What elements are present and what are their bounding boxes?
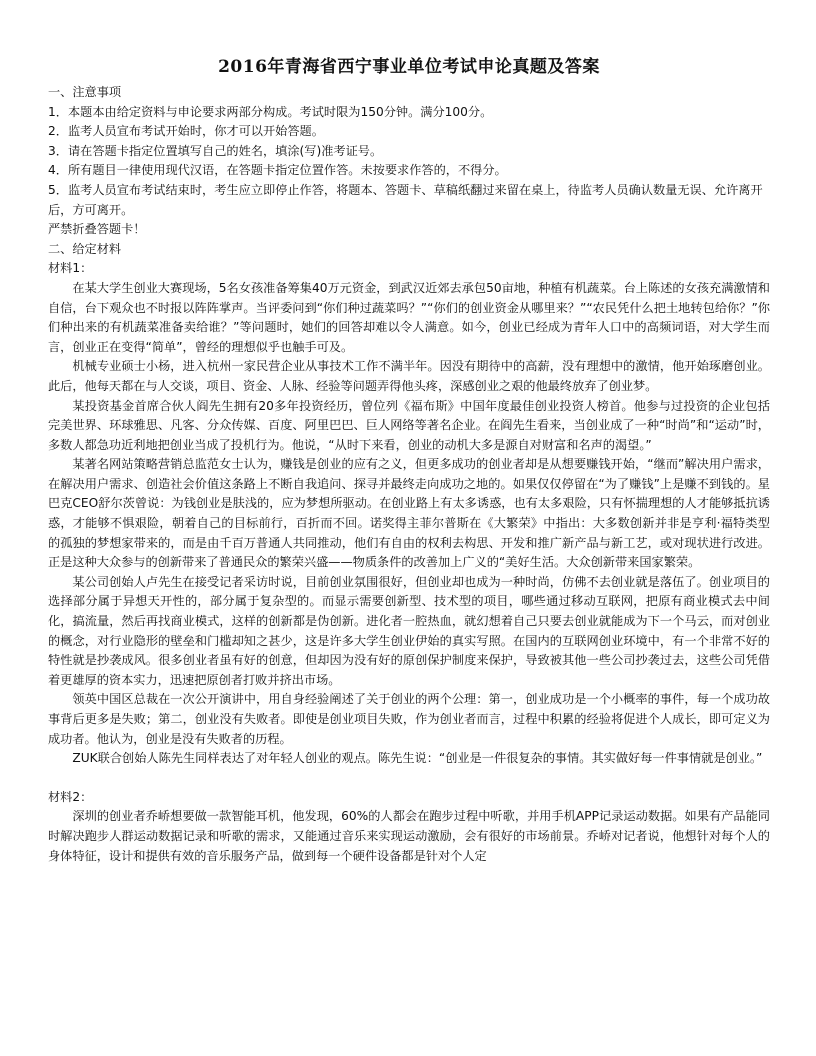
material-label: 材料2： (48, 789, 93, 804)
material-paragraph: ZUK联合创始人陈先生同样表达了对年轻人创业的观点。陈先生说：“创业是一件很复杂的事情。其实做好每一件事情就是创业。” (72, 751, 763, 766)
material-paragraph: 某公司创始人卢先生在接受记者采访时说，目前创业氛围很好，但创业却也成为一种时尚，仿佛不去创业就是落伍了。创业项目的选择部分属于异想天开性的，部分属于复杂型的。而显示需要创新型、技术型的项目，哪些通过移动互联网，把原有商业模式去中间化，搞流量，然后再找商业模式，这样的创新都是伪创新。进化者一腔热血，就幻想着自己只要去创业就能成为下一个马云，而对创业的概念，对行业隐形的壁垒和门槛却知之甚少，这是许多大学生创业伊始的真实写照。在国内的互联网创业环境中，有一个非常不好的特性就是抄袭成风。很多创业者虽有好的创意，但却因为没有好的原创保护制度来保护，导致被其他一些公司抄袭过去，这些公司凭借着更雄厚的资本实力，迅速把原创者打败并挤出市场。 (48, 574, 770, 687)
note-item: 5．监考人员宣布考试结束时，考生应立即停止作答，将题本、答题卡、草稿纸翻过来留在桌上，待监考人员确认数量无误、允许离开后，方可离开。 (48, 182, 763, 217)
spacer (48, 769, 770, 788)
section-heading-notes: 一、注意事项 (48, 85, 122, 99)
material-label: 材料1： (48, 261, 93, 276)
note-item: 1．本题本由给定资料与申论要求两部分构成。考试时限为150分钟。满分100分。 (48, 104, 493, 119)
material-paragraph: 深圳的创业者乔峤想要做一款智能耳机，他发现，60%的人都会在跑步过程中听歌，并用手机APP记录运动数据。如果有产品能同时解决跑步人群运动数据记录和听歌的需求，又能通过音乐来实现运动激励，会有很好的市场前景。乔峤对记者说，他想针对每个人的身体特征，设计和提供有效的音乐服务产品，做到每一个硬件设备都是针对个人定 (48, 809, 770, 863)
document-title: 2016年青海省西宁事业单位考试申论真题及答案 (218, 57, 600, 77)
section-heading-materials: 二、给定材料 (48, 241, 122, 256)
note-item: 3．请在答题卡指定位置填写自己的姓名，填涂(写)准考证号。 (48, 143, 383, 158)
material-paragraph: 某著名网站策略营销总监范女士认为，赚钱是创业的应有之义，但更多成功的创业者却是从想要赚钱开始，“继而”解决用户需求，在解决用户需求、创造社会价值这条路上不断自我追问、探寻并最终走向成功之地的。如果仅仅停留在“为了赚钱”上是赚不到钱的。星巴克CEO舒尔茨曾说：为钱创业是肤浅的，应为梦想所驱动。在创业路上有太多诱惑，也有太多艰险，只有怀揣理想的人才能够抵抗诱惑，才能够不惧艰险，朝着自己的目标前行，百折而不回。诺奖得主菲尔普斯在《大繁荣》中指出：大多数创新并非是亨利·福特类型的孤独的梦想家带来的，而是由千百万普通人共同推动，他们有自由的权利去构思、开发和推广新产品与新工艺，或对现状进行改进。正是这种大众参与的创新带来了普通民众的繁荣兴盛——物质条件的改善加上广义的“美好生活。大众创新带来国家繁荣。 (48, 457, 770, 570)
material-paragraph: 领英中国区总裁在一次公开演讲中，用自身经验阐述了关于创业的两个公理：第一，创业成功是一个小概率的事件，每一个成功故事背后更多是失败；第二，创业没有失败者。即使是创业项目失败，作为创业者而言，过程中积累的经验将促进个人成长，即可定义为成功者。他认为，创业是没有失败者的历程。 (48, 692, 770, 746)
note-item: 4．所有题目一律使用现代汉语，在答题卡指定位置作答。未按要求作答的，不得分。 (48, 163, 507, 178)
material-paragraph: 机械专业硕士小杨，进入杭州一家民营企业从事技术工作不满半年。因没有期待中的高薪，没有理想中的激情，他开始琢磨创业。此后，他每天都在与人交谈，项目、资金、人脉、经验等问题弄得他头疼，深感创业之艰的他最终放弃了创业梦。 (48, 359, 770, 393)
warning-text: 严禁折叠答题卡！ (48, 222, 146, 237)
material-paragraph: 某投资基金首席合伙人阎先生拥有20多年投资经历，曾位列《福布斯》中国年度最佳创业投资人榜首。他参与过投资的企业包括完美世界、环球雅思、凡客、分众传媒、百度、阿里巴巴、巨人网络等著名企业。在阎先生看来，当创业成了一种“时尚”和“运动”时，多数人都急功近利地把创业当成了投机行为。他说，“从时下来看，创业的动机大多是源自对财富和名声的渴望。” (48, 398, 770, 452)
document-page (48, 52, 770, 866)
material-paragraph: 在某大学生创业大赛现场，5名女孩准备筹集40万元资金，到武汉近郊去承包50亩地，种植有机蔬菜。台上陈述的女孩充满激情和自信，台下观众也不时报以阵阵掌声。当评委问到“你们种过蔬菜吗？”“你们的创业资金从哪里来？”“农民凭什么把土地转包给你？”你们种出来的有机蔬菜准备卖给谁？”等问题时，她们的回答却难以令人满意。如今，创业已经成为青年人口中的高频词语，对大学生而言，创业正在变得“简单”，曾经的理想似乎也触手可及。 (48, 280, 770, 354)
note-item: 2．监考人员宣布考试开始时，你才可以开始答题。 (48, 124, 324, 139)
